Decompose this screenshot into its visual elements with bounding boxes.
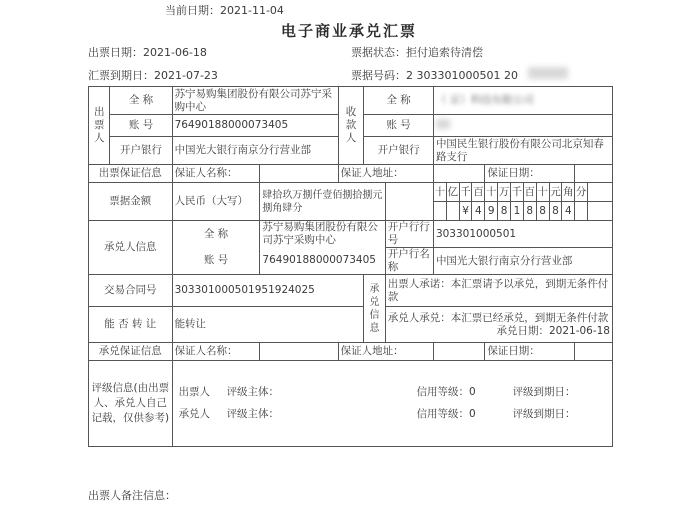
issue-date: 出票日期：2021-06-18 — [88, 46, 207, 59]
current-date: 当前日期：2021-11-04 — [165, 4, 284, 17]
rating-party: 承兑人 — [178, 408, 211, 420]
digit-header: 元 — [549, 183, 562, 202]
redaction-blur — [528, 67, 568, 79]
acceptor-bank-name-label: 开户行名称 — [385, 248, 433, 275]
digit-header: 角 — [562, 183, 575, 202]
amount-digit: 4 — [472, 202, 485, 221]
payee-name: （ 京）科技有限公司 — [433, 87, 612, 115]
amount-label: 票据金额 — [89, 183, 173, 221]
drawer-guarantee-date-label: 保证日期： — [485, 165, 575, 183]
bill-title: 电子商业承兑汇票 — [281, 22, 418, 40]
rating-grade: 信用等级：0 — [416, 408, 476, 420]
rating-subject-label: 评级主体： — [226, 408, 280, 420]
drawer-guarantee-label: 出票保证信息 — [89, 165, 173, 183]
contract-number: 303301000501951924025 — [172, 275, 364, 307]
amount-digit: 8 — [498, 202, 511, 221]
acceptor-bank-no-label: 开户行行号 — [385, 221, 433, 248]
rating-due-label: 评级到期日： — [512, 386, 576, 398]
amount-digit — [446, 202, 459, 221]
digit-header: 百 — [472, 183, 485, 202]
transferable-value: 能转让 — [172, 307, 364, 343]
amount-digit: 4 — [562, 202, 575, 221]
amount-digit: 8 — [523, 202, 536, 221]
amount-words: 肆拾玖万捌仟壹佰捌拾捌元捌角肆分 — [260, 183, 385, 221]
amount-digit: 9 — [485, 202, 498, 221]
acceptor-bank-no: 303301000501 — [433, 221, 612, 248]
acceptor-guarantor-address-label: 保证人地址： — [338, 343, 433, 361]
acceptance-label: 承兑信息 — [364, 275, 385, 343]
due-date: 汇票到期日：2021-07-23 — [88, 69, 218, 82]
acceptor-account: 76490188000073405 — [260, 248, 385, 275]
digit-header: 十 — [485, 183, 498, 202]
currency-label: 人民币（大写） — [174, 195, 249, 207]
accept-date: 承兑日期：2021-06-18 — [496, 324, 610, 337]
drawer-name: 苏宁易购集团股份有限公司苏宁采购中心 — [172, 87, 338, 115]
drawer-guarantor-name-label: 保证人名称： — [172, 165, 260, 183]
rating-subject-label: 评级主体： — [226, 386, 280, 398]
drawer-bank-label: 开户银行 — [110, 137, 172, 165]
payee-bank: 中国民生银行股份有限公司北京知春路支行 — [433, 137, 612, 165]
acceptor-guarantee-label: 承兑保证信息 — [89, 343, 173, 361]
drawer-section-label: 出票人 — [89, 87, 110, 165]
acceptor-promise: 承兑人承兑：本汇票已经承兑，到期无条件付款 — [387, 311, 609, 324]
acceptor-account-label: 账 号 — [172, 248, 260, 275]
digit-header: 千 — [511, 183, 524, 202]
payee-account — [433, 115, 612, 137]
digit-header: 千 — [459, 183, 472, 202]
drawer-account-label: 账 号 — [110, 115, 172, 137]
bill-table — [88, 86, 613, 447]
rating-grade: 信用等级：0 — [416, 386, 476, 398]
rating-party: 出票人 — [178, 386, 211, 398]
acceptor-name-label: 全 称 — [172, 221, 260, 248]
acceptor-guarantee-date-label: 保证日期： — [485, 343, 575, 361]
digit-header: 亿 — [446, 183, 459, 202]
drawer-promise: 出票人承诺：本汇票请予以承兑，到期无条件付款 — [385, 275, 612, 307]
amount-digit — [433, 202, 446, 221]
remark-label: 出票人备注信息： — [88, 489, 176, 502]
amount-currency — [172, 183, 260, 221]
drawer-bank: 中国光大银行南京分行营业部 — [172, 137, 338, 165]
acceptor-bank-name: 中国光大银行南京分行营业部 — [433, 248, 612, 275]
acceptance-cell — [385, 307, 612, 343]
payee-account-label: 账 号 — [364, 115, 434, 137]
amount-digit: 8 — [536, 202, 549, 221]
digit-header: 分 — [575, 183, 588, 202]
payee-bank-label: 开户银行 — [364, 137, 434, 165]
digit-header: 十 — [536, 183, 549, 202]
acceptor-label: 承兑人信息 — [89, 221, 173, 275]
bill-number: 票据号码：2 303301000501 20 — [351, 69, 518, 82]
acceptor-name: 苏宁易购集团股份有限公司苏宁采购中心 — [260, 221, 385, 248]
rating-cell — [172, 361, 612, 447]
amount-digit: ¥ — [459, 202, 472, 221]
amount-digit: 1 — [511, 202, 524, 221]
drawer-name-label: 全 称 — [110, 87, 172, 115]
digit-header: 百 — [523, 183, 536, 202]
acceptor-guarantor-name-label: 保证人名称： — [172, 343, 260, 361]
payee-name-label: 全 称 — [364, 87, 434, 115]
amount-digit: 8 — [549, 202, 562, 221]
payee-section-label: 收款人 — [338, 87, 364, 165]
digit-header: 十 — [433, 183, 446, 202]
drawer-guarantor-address-label: 保证人地址： — [338, 165, 433, 183]
transferable-label: 能 否 转 让 — [89, 307, 173, 343]
rating-label: 评级信息(由出票人、承兑人自己记载，仅供参考) — [89, 361, 173, 447]
bill-status: 票据状态：拒付追索待清偿 — [351, 46, 483, 59]
digit-header: 万 — [498, 183, 511, 202]
rating-due-label: 评级到期日： — [512, 408, 576, 420]
contract-label: 交易合同号 — [89, 275, 173, 307]
drawer-account: 76490188000073405 — [172, 115, 338, 137]
